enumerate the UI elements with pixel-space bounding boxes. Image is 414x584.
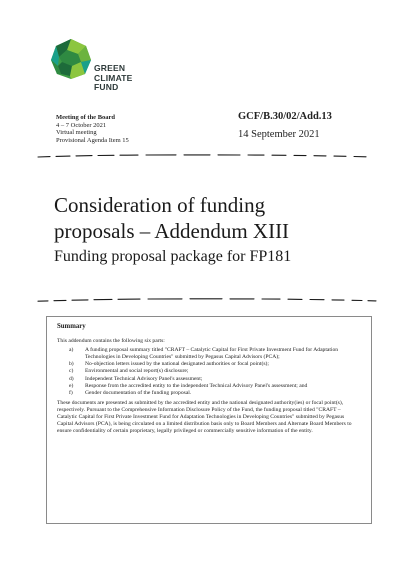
page-title [54, 192, 289, 244]
list-item-text: Gender documentation of the funding proposal. [85, 389, 192, 396]
gcf-logo [50, 38, 180, 92]
logo-wordmark [94, 64, 133, 93]
globe-icon [50, 38, 92, 80]
list-marker: d) [69, 375, 74, 382]
summary-intro: This addendum contains the following six parts: [57, 338, 165, 345]
list-marker: b) [69, 361, 74, 368]
list-item [57, 376, 361, 383]
list-item-text: Environmental and social report(s) disclosure; [85, 368, 189, 375]
logo-line-3: FUND [94, 82, 119, 92]
list-item-text: Response from the accredited entity to the independent Technical Advisory Panel's assessment; and [85, 382, 308, 389]
meeting-agenda-item: Provisional Agenda Item 15 [56, 136, 129, 144]
summary-box [46, 316, 372, 524]
page-subtitle: Funding proposal package for FP181 [54, 248, 292, 265]
list-item-text: No-objection letters issued by the national designated authorities or focal point(s); [85, 361, 269, 368]
logo-line-1: GREEN [94, 63, 126, 73]
summary-paragraph: These documents are presented as submitted by the accredited entity and the national designated authority(ies) or focal point(s), respectively. Pursuant to the Comprehensive Information Disclosure Policy of the Fund, the funding proposal titled "CRAFT – Catalytic Capital for First Private Investment Fund for Adaptation Technologies in Developing Countries" submitted by Pegasus Capital Advisors (PCA), is being circulated on a limited distribution basis only to Board Members and Alternate Board Members to ensure confidentiality of certain proprietary, legally privileged or commercially sensitive information of the entity. [57, 399, 352, 435]
document-id: GCF/B.30/02/Add.13 [238, 111, 332, 122]
meeting-location: Virtual meeting [56, 129, 97, 137]
header-divider [36, 152, 380, 160]
list-item [57, 347, 361, 361]
list-item [57, 390, 361, 397]
summary-heading: Summary [57, 323, 86, 330]
meeting-title: Meeting of the Board [56, 114, 116, 121]
list-item [57, 368, 361, 375]
list-marker: f) [69, 389, 73, 396]
list-item-text: A funding proposal summary titled "CRAFT – Catalytic Capital for First Private Investment Fund for Adaptation Technologies in Developing Countries" submitted by Pegasus Capital Advisors (PCA); [85, 347, 339, 361]
title-line-1: Consideration of funding [54, 193, 266, 217]
meeting-info [56, 114, 129, 144]
meeting-dates: 4 – 7 October 2021 [56, 121, 107, 129]
list-item [57, 383, 361, 390]
list-marker: c) [69, 368, 74, 375]
title-line-2: proposals – Addendum XIII [54, 219, 290, 243]
summary-parts-list [57, 347, 361, 397]
list-marker: a) [69, 347, 74, 354]
list-marker: e) [69, 382, 74, 389]
title-divider [36, 296, 380, 304]
document-date: 14 September 2021 [238, 129, 320, 140]
document-info [238, 111, 332, 140]
logo-line-2: CLIMATE [94, 72, 133, 83]
list-item-text: Independent Technical Advisory Panel's assessment; [85, 375, 203, 382]
